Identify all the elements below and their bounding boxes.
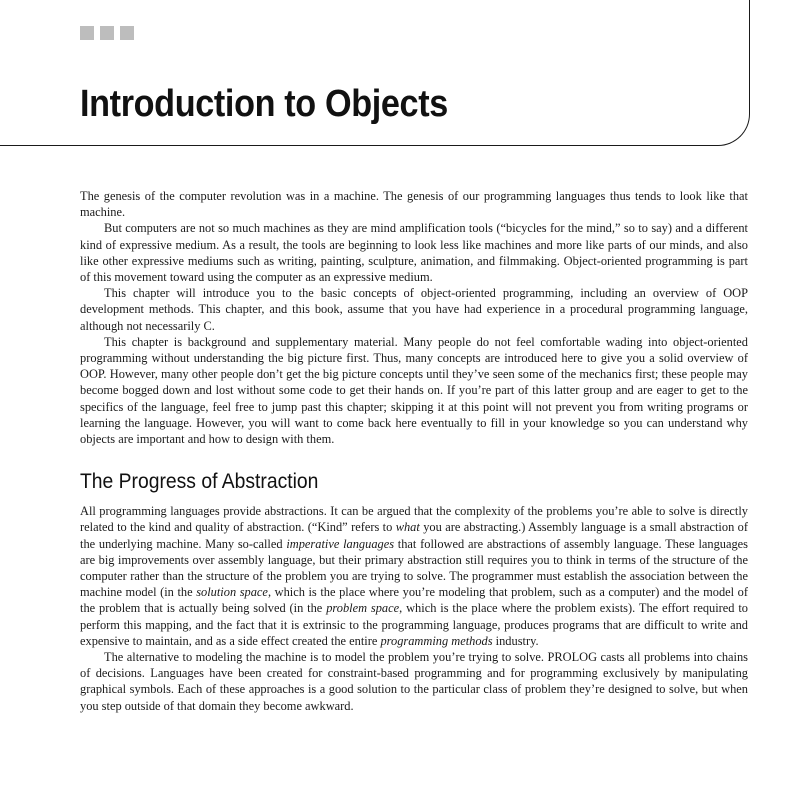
emphasis-run: problem space [326,601,400,616]
square-icon [80,26,94,40]
body-paragraph [80,220,748,285]
section-paragraph [80,503,748,649]
emphasis-run: what [395,520,420,535]
text-run: But computers are not so much machines as they are mind amplification tools (“bicycles for the mind,” so to say) and a different kind of expressive medium. As a result, the tools are beginning to look less like machines and more like parts of our minds, and also like other expressive mediums such as writing, painting, sculpture, animation, and filmmaking. Object-oriented programming is part of this movement toward using the computer as an expressive medium. [80,221,748,285]
body-paragraph [80,334,748,447]
text-run: , which is the place where you’re modeling that problem, such as a computer) and the model of the problem that is actually being solved (in the [80,585,748,616]
emphasis-run: programming methods [380,633,493,648]
text-run: , which is the place where the problem exists). The effort required to perform this mapping, and the fact that it is extrinsic to the programming language, produces programs that are difficult to write and expensive to maintain, and as a side effect created the entire [80,601,748,648]
emphasis-run: imperative languages [286,536,395,551]
text-run: you are abstracting.) Assembly language is a small abstraction of the underlying machine. Many so-called [80,520,748,551]
section-heading: The Progress of Abstraction [80,470,319,494]
text-run: This chapter is background and supplementary material. Many people do not feel comfortable wading into object-oriented programming without understanding the big picture first. Thus, many concepts are introduced here to give you a solid overview of OOP. However, many other people don’t get the big picture concepts until they’ve seen some of the mechanics first; these people may become bogged down and lost without some code to get their hands on. If you’re part of this latter group and are eager to get to the specifics of the language, feel free to jump past this chapter; skipping it at this point will not prevent you from writing programs or learning the language. However, you will want to come back here eventually to fill in your knowledge so you can understand why objects are important and how to design with them. [80,334,748,447]
body-paragraph [80,188,748,220]
chapter-title: Introduction to Objects [80,83,448,125]
text-run: The alternative to modeling the machine is to model the problem you’re trying to solve. PROLOG casts all problems into chains of decisions. Languages have been created for constraint-based programming and for programming exclusively by manipulating graphical symbols. Each of these approaches is a good solution to the particular class of problem they’re designed to solve, but when you step outside of that domain they become awkward. [80,650,748,713]
text-run: This chapter will introduce you to the basic concepts of object-oriented programming, including an overview of OOP development methods. This chapter, and this book, assume that you have had experience in a procedural programming language, although not necessarily C. [80,286,748,333]
square-icon [100,26,114,40]
square-icon [120,26,134,40]
decorative-squares [80,26,134,40]
text-run: The genesis of the computer revolution was in a machine. The genesis of our programming languages thus tends to look like that machine. [80,189,748,220]
text-run: All programming languages provide abstractions. It can be argued that the complexity of the problems you’re able to solve is directly related to the kind and quality of abstraction. (“Kind” refers to [80,504,748,535]
section-paragraph [80,649,748,714]
text-run: that followed are abstractions of assembly language. These languages are big improvements over assembly language, but their primary abstraction still requires you to think in terms of the structure of the computer rather than the structure of the problem you are trying to solve. The programmer must establish the association between the machine model (in the [80,536,748,600]
body-paragraph [80,285,748,334]
page-content [80,188,748,714]
emphasis-run: solution space [196,585,268,600]
text-run: industry. [492,633,539,648]
